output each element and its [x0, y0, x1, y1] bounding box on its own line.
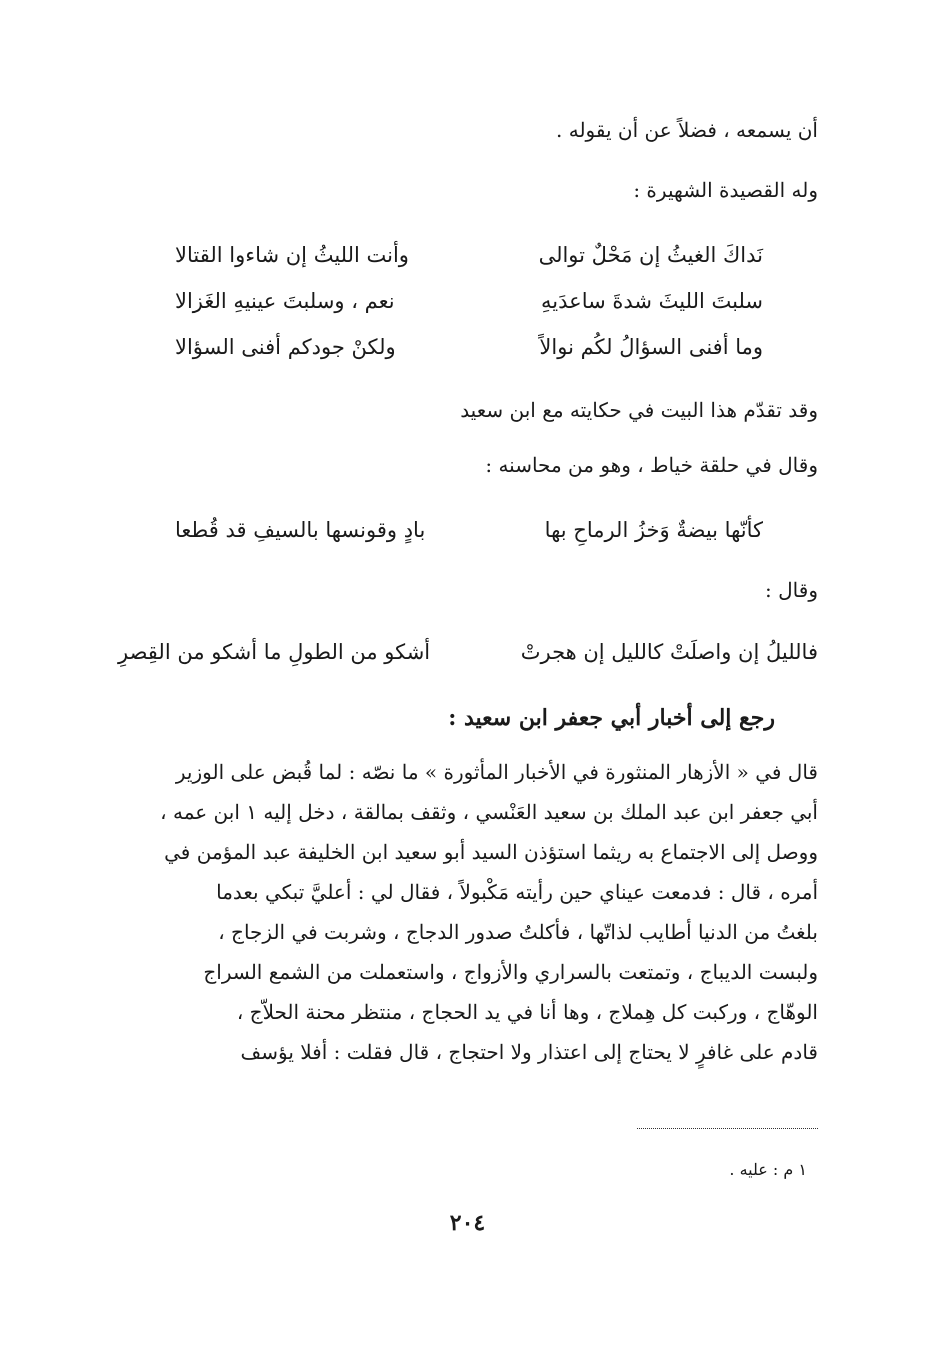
- section-heading: رجع إلى أخبار أبي جعفر ابن سعيد :: [448, 705, 775, 731]
- tailor-intro: وقال في حلقة خياط ، وهو من محاسنه :: [485, 453, 818, 477]
- night-verse-first-hemistich: فالليلُ إن واصلَتْ كالليل إن هجرتْ: [520, 640, 818, 664]
- paragraph-line: بلغتُ من الدنيا أطايب لذاتّها ، فأكلتُ صدور الدجاج ، وشربت في الزجاج ،: [218, 920, 818, 944]
- verse-2-second-hemistich: نعم ، وسلبتَ عينيهِ الغَزالا: [175, 289, 395, 313]
- paragraph-line: قادم على غافرٍ لا يحتاج إلى اعتذار ولا احتجاج ، قال فقلت : أفلا يؤسف: [240, 1040, 818, 1064]
- verse-3-first-hemistich: وما أفنى السؤالُ لكُم نوالاً: [539, 335, 763, 359]
- tailor-verse-first-hemistich: كأنّها بيضةٌ وَخزُ الرماحِ بها: [544, 518, 763, 542]
- footnote-divider: [637, 1128, 818, 1129]
- main-paragraph: [115, 752, 818, 1072]
- qala-line: وقال :: [765, 578, 818, 602]
- paragraph-line: أمره ، قال : فدمعت عيناي حين رأيته مَكْبولاً ، فقال لي : أعليَّ تبكي بعدما: [216, 880, 818, 904]
- note-line: وقد تقدّم هذا البيت في حكايته مع ابن سعيد: [460, 398, 818, 422]
- verse-1-second-hemistich: وأنت الليثُ إن شاءوا القتالا: [175, 243, 409, 267]
- tailor-verse-second-hemistich: بادٍ وقونسها بالسيفِ قد قُطعا: [175, 518, 426, 542]
- paragraph-line: أبي جعفر ابن عبد الملك بن سعيد العَنْسي ، وثقف بمالقة ، دخل إليه ١ ابن عمه ،: [160, 800, 818, 824]
- intro-line: أن يسمعه ، فضلاً عن أن يقوله .: [556, 118, 818, 142]
- verse-1-first-hemistich: نَداكَ الغيثُ إن مَحْلٌ توالى: [538, 243, 763, 267]
- page-number: ٢٠٤: [449, 1210, 486, 1236]
- verse-3-second-hemistich: ولكنْ جودكم أفنى السؤالا: [175, 335, 396, 359]
- paragraph-line: ووصل إلى الاجتماع به ريثما استؤذن السيد أبو سعيد ابن الخليفة عبد المؤمن في: [164, 840, 818, 864]
- footnote: ١ م : عليه .: [729, 1160, 807, 1179]
- paragraph-line: قال في « الأزهار المنثورة في الأخبار المأثورة » ما نصّه : لما قُبض على الوزير: [175, 760, 818, 784]
- paragraph-line: ولبست الديباج ، وتمتعت بالسراري والأزواج ، واستعملت من الشمع السراج: [203, 960, 818, 984]
- verse-2-first-hemistich: سلبتَ الليثَ شدةَ ساعدَيهِ: [541, 289, 763, 313]
- night-verse-second-hemistich: أشكو من الطولِ ما أشكو من القِصرِ: [118, 640, 431, 664]
- paragraph-line: الوهّاج ، وركبت كل هِملاج ، وها أنا في يد الحجاج ، منتظر محنة الحلاّج ،: [236, 1000, 818, 1024]
- qasida-intro: وله القصيدة الشهيرة :: [633, 178, 818, 202]
